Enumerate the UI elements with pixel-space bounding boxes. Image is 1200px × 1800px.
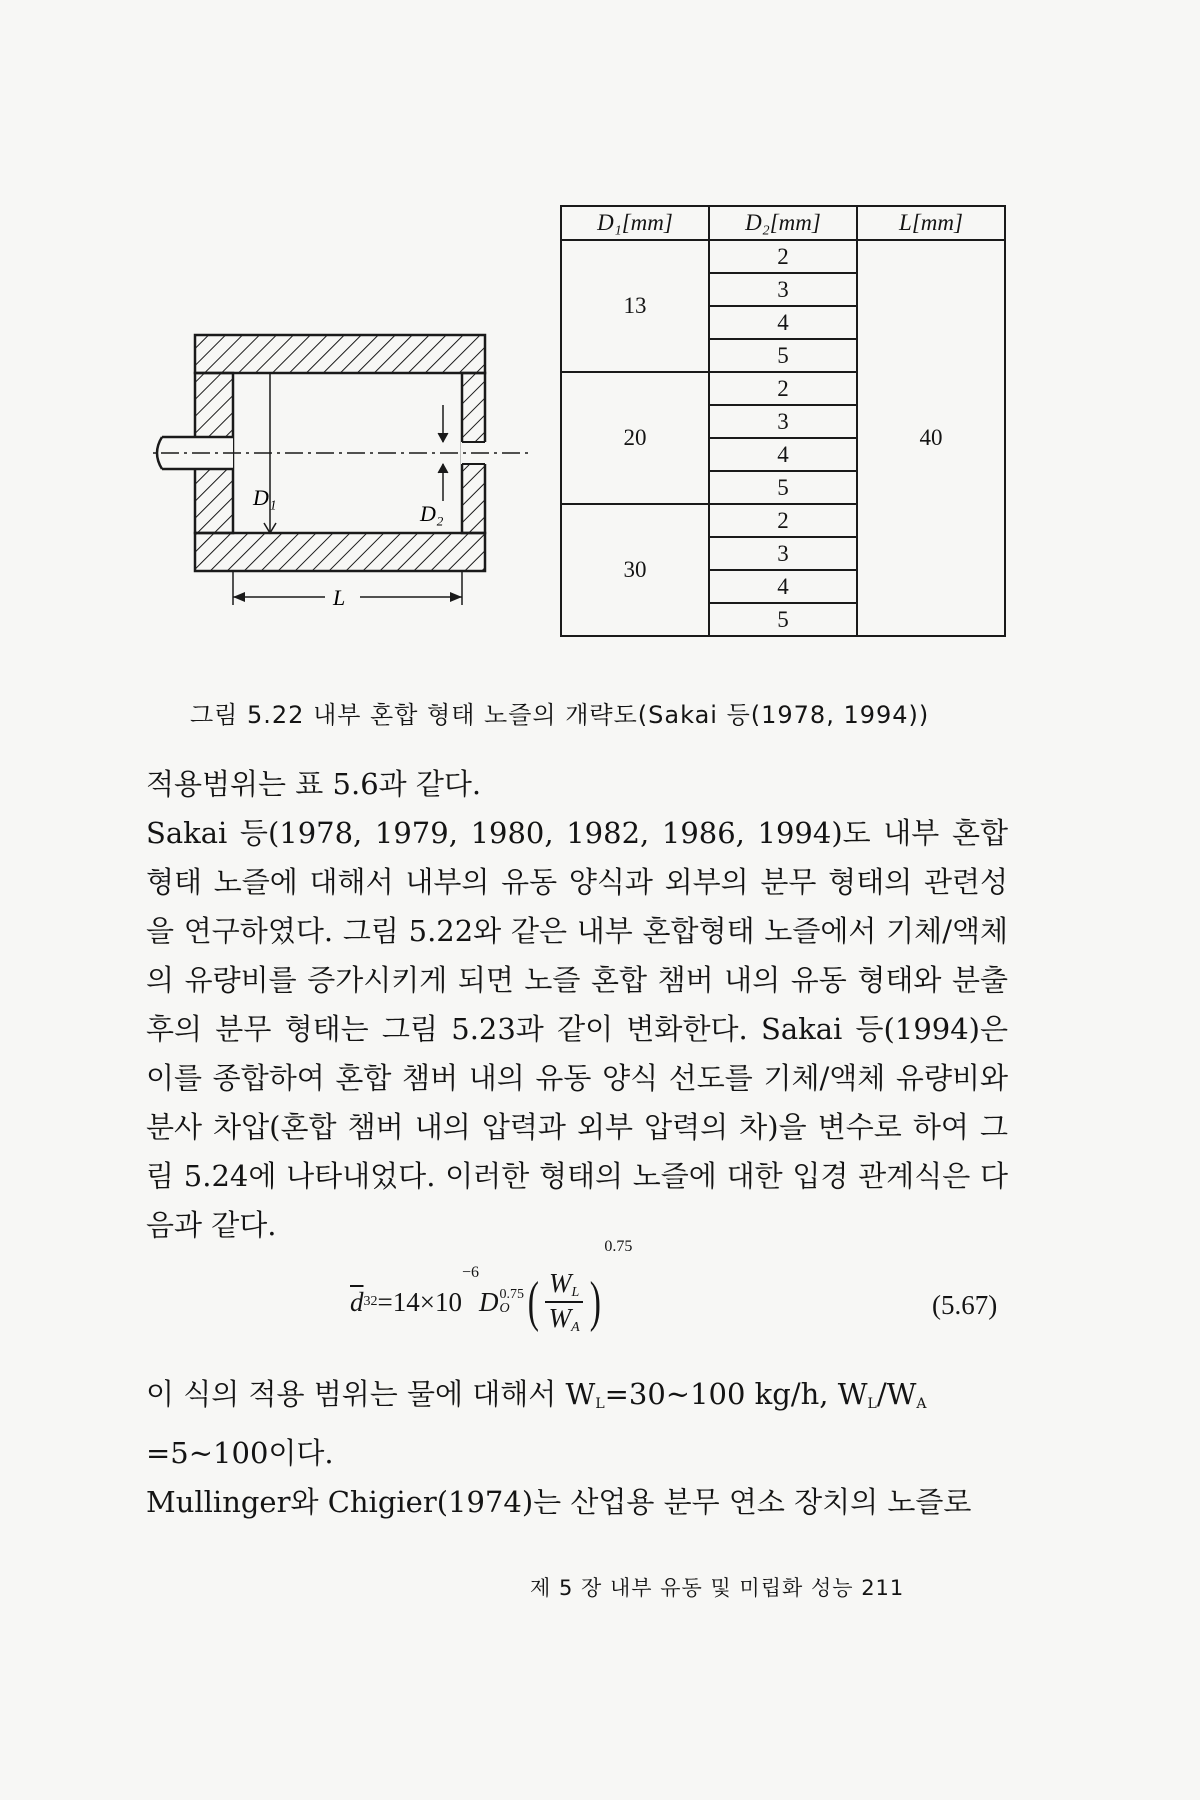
applicability-line-2: =5~100이다. <box>146 1436 334 1470</box>
nozzle-diagram <box>150 325 540 625</box>
paragraph-3: Mullinger와 Chigier(1974)는 산업용 분무 연소 장치의 노즐로 <box>146 1485 972 1519</box>
right-paren: ) <box>589 1271 601 1333</box>
paragraph-1: 적용범위는 표 5.6과 같다. <box>146 767 482 801</box>
cell-d2: 2 <box>709 240 857 273</box>
label-d1: D₁ <box>253 485 277 510</box>
eq-d-exp: 0.75 <box>499 1287 524 1302</box>
cell-d1: 30 <box>561 504 709 636</box>
eq-coef: =14×10 <box>377 1286 462 1317</box>
cell-d1: 13 <box>561 240 709 372</box>
header-d2: D₂[mm] <box>709 206 857 240</box>
cell-d2: 2 <box>709 504 857 537</box>
eq-d-var: D <box>479 1286 499 1317</box>
cell-d2: 5 <box>709 339 857 372</box>
cell-d2: 3 <box>709 537 857 570</box>
eq-denominator: $W_A$ <box>548 1303 580 1335</box>
paragraph-2: Sakai 등(1978, 1979, 1980, 1982, 1986, 1994)도 내부 혼합 형태 노즐에 대해서 내부의 유동 양식과 외부의 분무 형태의 관련성을 연구하였다. 그림 5.22와 같은 내부 혼합형태 노즐에서 기체/액체의 유량비를 증가시키게 되면 노즐 혼합 챔버 내의 유동 형태와 분출 후의 분무 형태는 그림 5.23과 같이 변화한다. Sakai 등(1994)은 이를 종합하여 혼합 챔버 내의 유동 양식 선도를 기체/액체 유량비와 분사 차압(혼합 챔버 내의 압력과 외부 압력의 차)을 변수로 하여 그림 5.24에 나타내었다. 이러한 형태의 노즐에 대한 입경 관계식은 다음과 같다. <box>146 816 1008 1242</box>
cell-d2: 5 <box>709 603 857 636</box>
label-d2: D₂ <box>420 501 444 526</box>
eq-outer-exp: 0.75 <box>604 1238 633 1255</box>
eq-coef-exp: −6 <box>461 1264 479 1281</box>
eq-lhs-sub: 32 <box>363 1294 378 1309</box>
header-l: L[mm] <box>857 206 1005 240</box>
chamber-top-wall <box>195 335 485 373</box>
header-d1: D₁[mm] <box>561 206 709 240</box>
cell-d2: 2 <box>709 372 857 405</box>
chamber-bottom-wall <box>195 533 485 571</box>
cell-l: 40 <box>857 240 1005 636</box>
cell-d2: 4 <box>709 438 857 471</box>
eq-lhs: $\overline{d}$ <box>350 1286 364 1317</box>
equation-5-67 <box>350 1238 633 1336</box>
eq-d-sub: O <box>499 1301 510 1316</box>
table-header-row <box>561 206 1005 240</box>
cell-d2: 3 <box>709 273 857 306</box>
label-l: L <box>333 585 346 610</box>
body-text <box>146 760 1008 1250</box>
cell-d1: 20 <box>561 372 709 504</box>
equation-number: (5.67) <box>932 1290 998 1320</box>
figure-caption: 그림 5.22 내부 혼합 형태 노즐의 개략도(Sakai 등(1978, 1994)) <box>190 701 930 729</box>
eq-numerator: $W_L$ <box>545 1268 583 1303</box>
page-footer: 제 5 장 내부 유동 및 미립화 성능 211 <box>530 1576 905 1600</box>
cell-d2: 4 <box>709 570 857 603</box>
body-text-after <box>146 1370 1008 1527</box>
nozzle-dimension-table <box>560 205 1006 637</box>
left-paren: ( <box>527 1271 539 1333</box>
cell-d2: 3 <box>709 405 857 438</box>
cell-d2: 5 <box>709 471 857 504</box>
eq-fraction <box>545 1268 584 1336</box>
table-row <box>561 240 1005 273</box>
applicability-line: 이 식의 적용 범위는 물에 대해서 $W_L=30\sim 100$ kg/h, $W_L/W_A$ <box>146 1377 927 1412</box>
cell-d2: 4 <box>709 306 857 339</box>
figure-5-22 <box>150 205 1010 665</box>
